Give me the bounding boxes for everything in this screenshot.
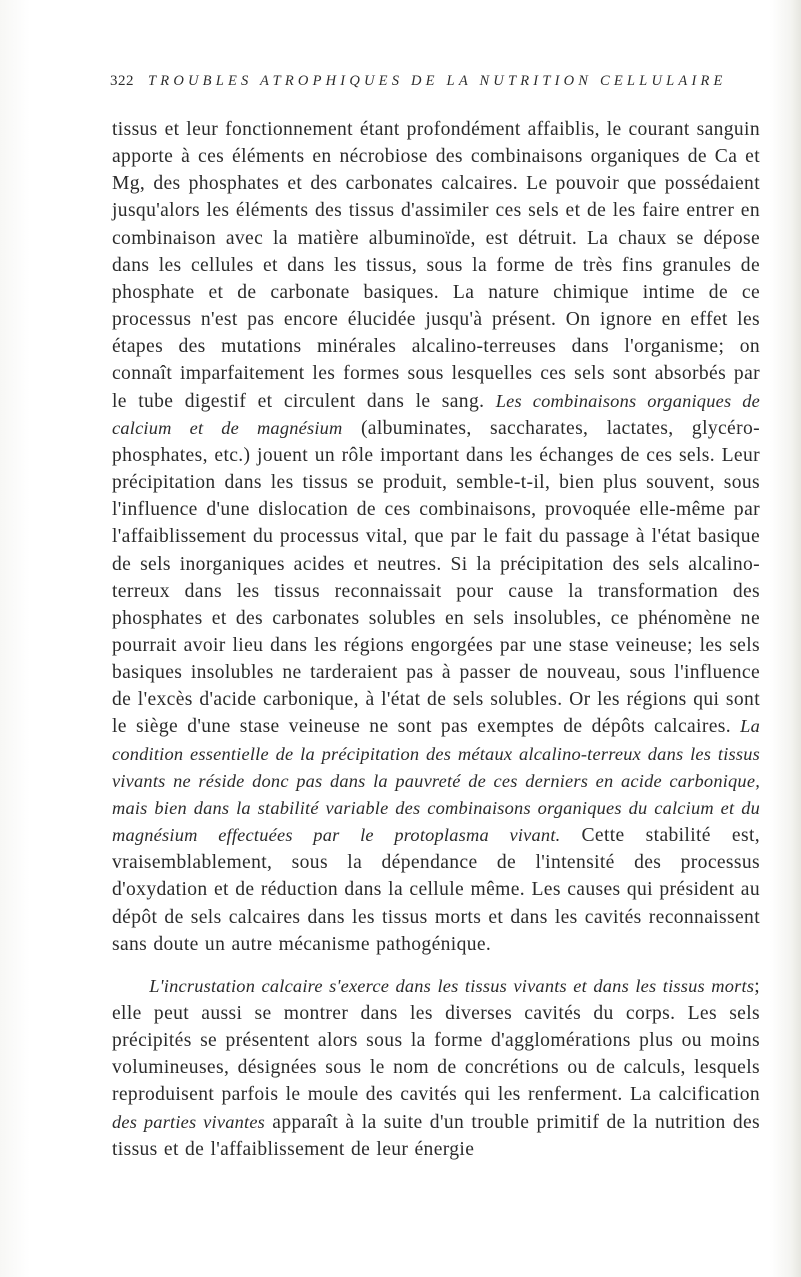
- page-edge: [791, 0, 801, 1277]
- paragraph-continued: [112, 116, 760, 958]
- page-number: 322: [110, 73, 134, 89]
- text-run: (albuminates, saccharates, lactates, glycéro-phosphates, etc.) jouent un rôle important dans les échanges de ces sels. Leur précipitation dans les tissus se produit, semble-t-il, bien plus souvent, sous l'influence d'une dislocation de ces combinaisons, provoquée elle-même par l'affaiblissement du processus vital, que par le fait du passage à l'état basique de sels inorganiques acides et neutres. Si la précipitation des sels alcalino-terreux dans les tissus reconnaissait pour cause la transformation des phosphates et des carbonates solubles en sels insolubles, ce phénomène ne pourrait avoir lieu dans les régions engorgées par une stase veineuse; les sels basiques insolubles ne tarderaient pas à passer de nouveau, sous l'influence de l'excès d'acide carbonique, à l'état de sels solubles. Or les régions qui sont le siège d'une stase veineuse ne sont pas exemptes de dépôts calcaires.: [112, 417, 760, 738]
- text-run: apparaît à la suite d'un trouble primitif de la nutrition des tissus et de l'affaiblissement de leur énergie: [112, 1111, 761, 1160]
- text-run: tissus et leur fonctionnement étant profondément affaiblis, le courant sanguin apporte à ces éléments en nécrobiose des combinaisons organiques de Ca et Mg, des phosphates et des carbonates calcaires. Le pouvoir que possédaient jusqu'alors les éléments des tissus d'assimiler ces sels et de les faire entrer en combinaison avec la matière albuminoïde, est détruit. La chaux se dépose dans les cellules et dans les tissus, sous la forme de très fins granules de phosphate et de carbonate basiques. La nature chimique intime de ce processus n'est pas encore élucidée jusqu'à présent. On ignore en effet les étapes des mutations minérales alcalino-terreuses dans l'organisme; on connaît imparfaitement les formes sous lesquelles ces sels sont absorbés par le tube digestif et circulent dans le sang.: [112, 119, 760, 412]
- body-text: [112, 116, 760, 1163]
- page-header: [110, 73, 760, 95]
- italic-run: des parties vivantes: [112, 1111, 266, 1132]
- paragraph: [112, 973, 760, 1163]
- running-title: TROUBLES ATROPHIQUES DE LA NUTRITION CELLULAIRE: [148, 73, 727, 89]
- text-run: Cette stabilité est, vraisemblablement, sous la dépendance de l'intensité des processus d'oxydation et de réduction dans la cellule même. Les causes qui président au dépôt de sels calcaires dans les tissus morts et dans les cavités reconnaissent sans doute un autre mécanisme pathogénique.: [112, 825, 760, 955]
- italic-run: Les combinaisons organiques de calcium et de magnésium: [112, 390, 760, 438]
- italic-run: L'incrustation calcaire s'exerce dans les tissus vivants et dans les tissus morts: [149, 975, 755, 996]
- text-run: ; elle peut aussi se montrer dans les diverses cavités du corps. Les sels précipités se présentent alors sous la forme d'agglomérations plus ou moins volumineuses, désignées sous le nom de concrétions ou de calculs, lesquels reproduisent parfois le moule des cavités qui les renferment. La calcification: [112, 975, 760, 1106]
- italic-run: La condition essentielle de la précipitation des métaux alcalino-terreux dans les tissus vivants ne réside donc pas dans la pauvreté de ces derniers en acide carbonique, mais bien dans la stabilité variable des combinaisons organiques du calcium et du magnésium effectuées par le protoplasma vivant.: [112, 716, 760, 846]
